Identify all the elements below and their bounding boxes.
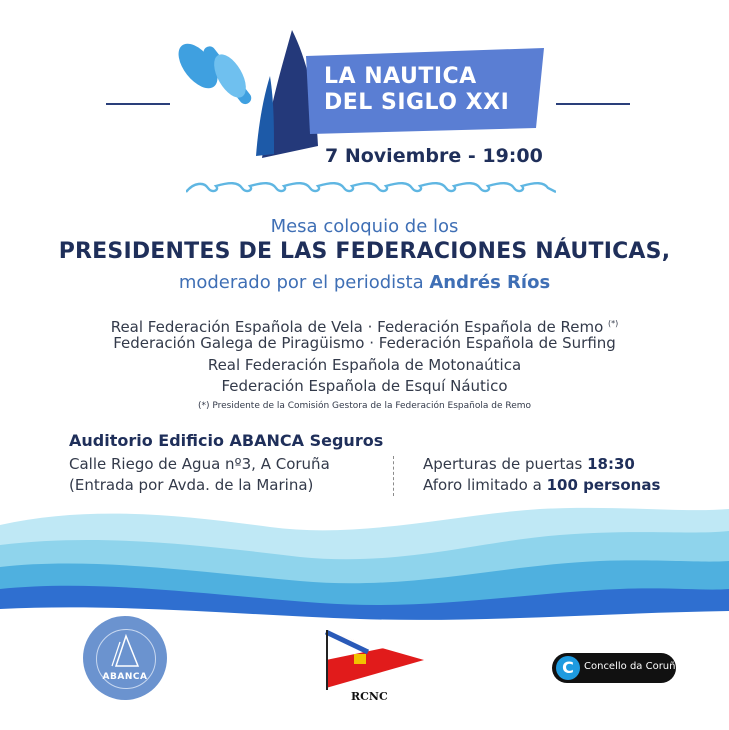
capacity-label: Aforo limitado a	[423, 476, 547, 494]
doors-label: Aperturas de puertas	[423, 455, 588, 473]
moderator-prefix: moderado por el periodista	[178, 272, 430, 293]
header-line-left	[106, 103, 170, 105]
rcnc-label: RCNC	[351, 690, 388, 703]
federations-note: (*) Presidente de la Comisión Gestora de la Federación Española de Remo	[197, 401, 532, 411]
venue-address: Calle Riego de Agua nº3, A Coruña	[69, 455, 330, 473]
federations-line-3: Real Federación Española de Motonaútica	[207, 356, 522, 374]
event-date: 7 Noviembre - 19:00	[325, 145, 543, 167]
federations-line-2: Federación Galega de Piragüismo · Federación Española de Surfing	[113, 334, 616, 352]
federations-text-1: Real Federación Española de Vela · Federación Española de Remo	[110, 318, 604, 336]
moderator-line	[0, 272, 729, 293]
doors-info	[423, 455, 635, 473]
capacity-info	[423, 476, 660, 494]
oar-icon	[171, 37, 254, 107]
abanca-logo-text: ABANCA	[102, 672, 148, 682]
event-title-line1: LA NAUTICA	[324, 64, 477, 89]
event-headline: PRESIDENTES DE LAS FEDERACIONES NÁUTICAS,	[58, 239, 671, 264]
sea-waves-icon	[0, 505, 729, 625]
info-divider	[393, 456, 395, 496]
waves-divider-icon	[186, 176, 556, 200]
rcnc-pennant-icon	[324, 630, 426, 690]
capacity-value: 100 personas	[546, 476, 661, 494]
doors-time: 18:30	[587, 455, 635, 473]
federations-line-4: Federación Española de Esquí Náutico	[221, 377, 508, 395]
venue-name: Auditorio Edificio ABANCA Seguros	[69, 431, 384, 450]
moderator-name: Andrés Ríos	[429, 272, 551, 293]
header-line-right	[556, 103, 630, 105]
abanca-sail-icon	[108, 634, 142, 670]
concello-label: Concello da Coruña	[584, 661, 682, 672]
event-title-line2: DEL SIGLO XXI	[324, 90, 510, 115]
venue-entrance: (Entrada por Avda. de la Marina)	[69, 476, 314, 494]
event-intro: Mesa coloquio de los	[270, 216, 459, 237]
federations-mark: (*)	[608, 319, 619, 328]
concello-c-icon: C	[556, 656, 580, 680]
event-title	[324, 64, 509, 116]
